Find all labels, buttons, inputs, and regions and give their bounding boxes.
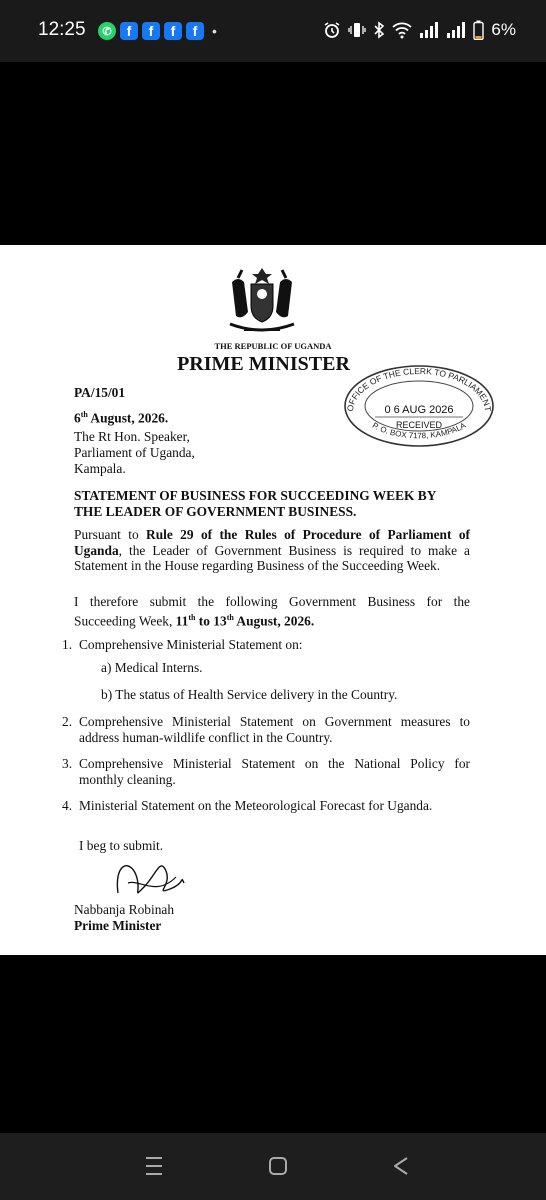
office-heading: PRIME MINISTER [177, 353, 350, 375]
facebook-icon: f [142, 22, 160, 40]
recent-apps-button[interactable] [145, 1155, 163, 1182]
paragraph-2-start-suffix: th [188, 612, 196, 622]
recent-apps-icon [145, 1155, 163, 1177]
battery-icon [473, 20, 484, 40]
signal-icon [446, 21, 466, 39]
paragraph-2 [74, 594, 470, 628]
paragraph-1-lead: Pursuant to [74, 527, 147, 542]
paragraph-2-start-day: 11 [175, 612, 189, 628]
sub-item: b) The status of Health Service delivery in the Country. [101, 687, 398, 702]
addressee-line-3: Kampala. [74, 461, 126, 476]
closing-line: I beg to submit. [79, 838, 164, 853]
document-image [0, 245, 546, 955]
vibrate-icon [348, 21, 366, 39]
notification-icons [98, 22, 217, 40]
date-day: 6 [74, 410, 81, 426]
more-notifications-icon: • [212, 23, 217, 39]
list-item-number: 3. [62, 756, 73, 771]
paragraph-1-rule: Rule 29 of the Rules of Procedure of Parliament of Uganda [74, 527, 470, 558]
republic-heading: THE REPUBLIC OF UGANDA [214, 341, 332, 351]
reference-number: PA/15/01 [74, 385, 126, 400]
system-icons [323, 20, 516, 40]
paragraph-2-lead: I therefore submit the following Government Business for the Succeeding Week, [74, 594, 470, 628]
list-item-number: 2. [62, 714, 73, 729]
coat-of-arms-icon [224, 262, 300, 340]
status-bar [0, 0, 546, 62]
signatory-name: Nabbanja Robinah [74, 902, 175, 917]
signal-icon [419, 21, 439, 39]
list-item-number: 1. [62, 637, 73, 652]
date-suffix: th [80, 410, 88, 419]
stamp-bottom-arc: P. O. BOX 7178, KAMPALA [370, 420, 468, 441]
paragraph-1-rest: , the Leader of Government Business is required to make a Statement in the House regarding Business of the Succeeding Week. [74, 542, 470, 573]
facebook-icon: f [164, 22, 182, 40]
list-item: Ministerial Statement on the Meteorological Forecast for Uganda. [79, 798, 433, 813]
home-icon [268, 1155, 288, 1177]
back-icon [392, 1155, 410, 1177]
wifi-icon [392, 21, 412, 39]
stamp-date: 0 6 AUG 2026 [384, 404, 454, 416]
stamp-frame-icon [341, 362, 497, 448]
paragraph-1 [74, 527, 470, 574]
paragraph-2-month: August, 2026. [233, 612, 315, 628]
status-time: 12:25 [38, 19, 86, 40]
paragraph-2-end-day: to 13 [195, 612, 227, 628]
paragraph-2-end-suffix: th [226, 612, 234, 622]
addressee-line-2: Parliament of Uganda, [74, 445, 195, 460]
stamp-top-text: OFFICE OF THE CLERK TO PARLIAMENT [344, 365, 494, 413]
subject-line-1: STATEMENT OF BUSINESS FOR SUCCEEDING WEEK BY [74, 488, 437, 503]
home-button[interactable] [268, 1155, 288, 1182]
list-item: Comprehensive Ministerial Statement on Government measures to address human-wildlife conflict in the Country. [79, 714, 470, 745]
facebook-icon: f [120, 22, 138, 40]
signature-icon [110, 853, 190, 905]
battery-percent: 6% [491, 20, 516, 39]
stamp-received: RECEIVED [395, 420, 443, 430]
received-stamp [341, 362, 497, 448]
whatsapp-icon: ✆ [98, 22, 116, 40]
date-rest: August, 2026. [87, 410, 169, 426]
alarm-icon [323, 21, 341, 39]
navigation-bar [0, 1133, 546, 1200]
sub-item: a) Medical Interns. [101, 660, 203, 675]
list-item: Comprehensive Ministerial Statement on the National Policy for monthly cleaning. [79, 756, 470, 787]
subject-line-2: THE LEADER OF GOVERNMENT BUSINESS. [74, 504, 357, 519]
signatory-title: Prime Minister [74, 918, 162, 933]
addressee-line-1: The Rt Hon. Speaker, [74, 429, 190, 444]
list-item-number: 4. [62, 798, 73, 813]
list-item: Comprehensive Ministerial Statement on: [79, 637, 303, 652]
bluetooth-icon [373, 21, 385, 39]
facebook-icon: f [186, 22, 204, 40]
back-button[interactable] [392, 1155, 410, 1182]
